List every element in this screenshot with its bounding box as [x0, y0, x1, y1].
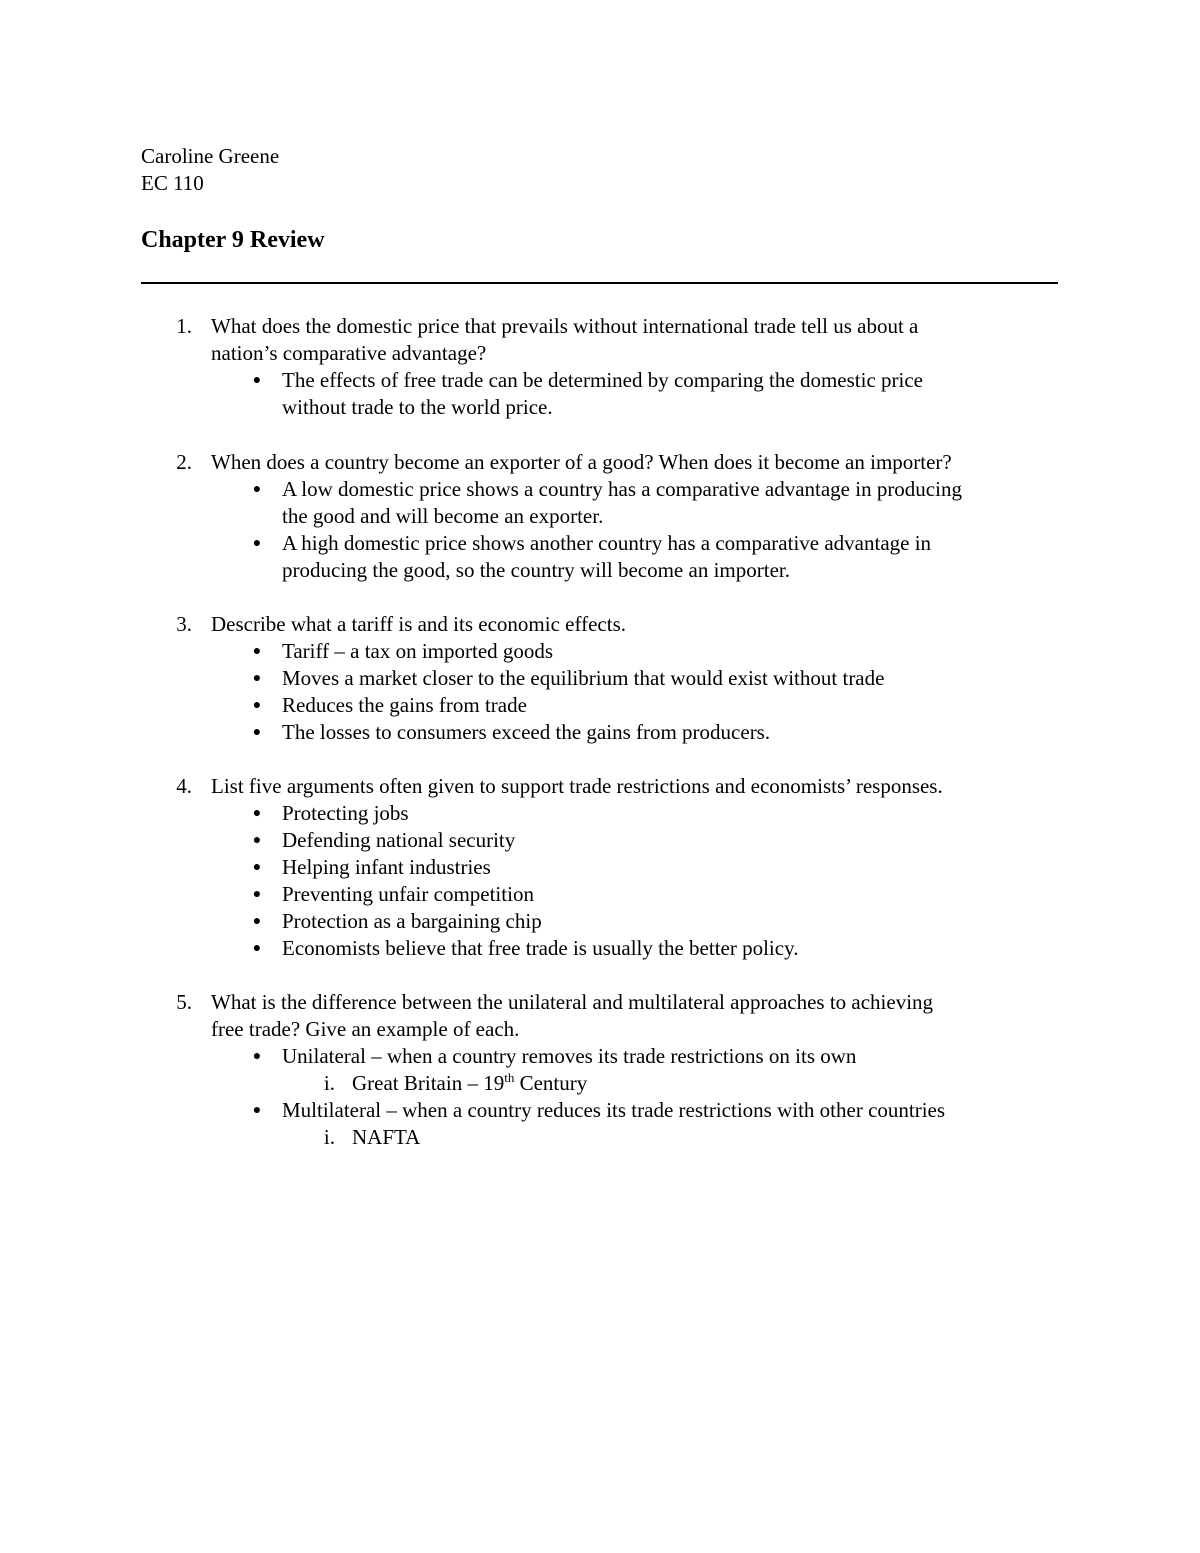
answer-text-line: A low domestic price shows a country has a comparative advantage in producing	[282, 477, 962, 501]
bullet-dot-icon: ●	[252, 914, 262, 929]
answer-text-line: Reduces the gains from trade	[282, 693, 527, 717]
title-divider	[141, 282, 1058, 284]
answer-text-line: Moves a market closer to the equilibrium that would exist without trade	[282, 666, 885, 690]
answer-text-line: Protection as a bargaining chip	[282, 909, 542, 933]
answer-text-line: Tariff – a tax on imported goods	[282, 639, 554, 663]
bullet-dot-icon: ●	[252, 536, 262, 551]
bullet-dot-icon: ●	[252, 1103, 262, 1118]
answer-text-line: The losses to consumers exceed the gains from producers.	[282, 720, 771, 744]
answer-text-line: Economists believe that free trade is usually the better policy.	[282, 936, 799, 960]
question-text-line: What does the domestic price that prevails without international trade tell us about a	[211, 314, 919, 338]
bullet-dot-icon: ●	[252, 806, 262, 821]
superscript-ordinal: th	[504, 1070, 515, 1085]
bullet-dot-icon: ●	[252, 373, 262, 388]
question-text-line: When does a country become an exporter of a good? When does it become an importer?	[211, 450, 952, 474]
bullet-dot-icon: ●	[252, 860, 262, 875]
question-number: 1.	[176, 314, 192, 338]
sub-item-text: NAFTA	[352, 1125, 421, 1149]
author-name: Caroline Greene	[141, 144, 280, 168]
question-number: 5.	[176, 990, 192, 1014]
question-text-line: List five arguments often given to support trade restrictions and economists’ responses.	[211, 774, 943, 798]
bullet-dot-icon: ●	[252, 644, 262, 659]
question-text-line: free trade? Give an example of each.	[211, 1017, 520, 1041]
sub-item-marker: i.	[323, 1125, 335, 1149]
answer-text-line: producing the good, so the country will become an importer.	[282, 558, 790, 582]
page-title: Chapter 9 Review	[141, 227, 325, 253]
sub-item-text-main: Great Britain – 19	[352, 1071, 505, 1095]
sub-item-text	[352, 1070, 587, 1097]
bullet-dot-icon: ●	[252, 941, 262, 956]
bullet-dot-icon: ●	[252, 1049, 262, 1064]
bullet-dot-icon: ●	[252, 887, 262, 902]
answer-text-line: Unilateral – when a country removes its trade restrictions on its own	[282, 1044, 857, 1068]
bullet-dot-icon: ●	[252, 725, 262, 740]
bullet-dot-icon: ●	[252, 833, 262, 848]
answer-text-line: Preventing unfair competition	[282, 882, 534, 906]
bullet-dot-icon: ●	[252, 482, 262, 497]
answer-text-line: A high domestic price shows another country has a comparative advantage in	[282, 531, 932, 555]
question-text-line: nation’s comparative advantage?	[211, 341, 487, 365]
answer-text-line: Defending national security	[282, 828, 516, 852]
sub-item-marker: i.	[323, 1071, 335, 1095]
answer-text-line: Protecting jobs	[282, 801, 409, 825]
answer-text-line: without trade to the world price.	[282, 395, 553, 419]
answer-text-line: Helping infant industries	[282, 855, 491, 879]
answer-text-line: the good and will become an exporter.	[282, 504, 604, 528]
bullet-dot-icon: ●	[252, 698, 262, 713]
question-number: 2.	[176, 450, 192, 474]
question-number: 4.	[176, 774, 192, 798]
answer-text-line: The effects of free trade can be determined by comparing the domestic price	[282, 368, 923, 392]
sub-item-text-tail: Century	[514, 1071, 588, 1095]
question-text-line: What is the difference between the unilateral and multilateral approaches to achieving	[211, 990, 934, 1014]
bullet-dot-icon: ●	[252, 671, 262, 686]
answer-text-line: Multilateral – when a country reduces its trade restrictions with other countries	[282, 1098, 946, 1122]
question-text-line: Describe what a tariff is and its economic effects.	[211, 612, 626, 636]
course-code: EC 110	[141, 171, 204, 195]
question-number: 3.	[176, 612, 192, 636]
